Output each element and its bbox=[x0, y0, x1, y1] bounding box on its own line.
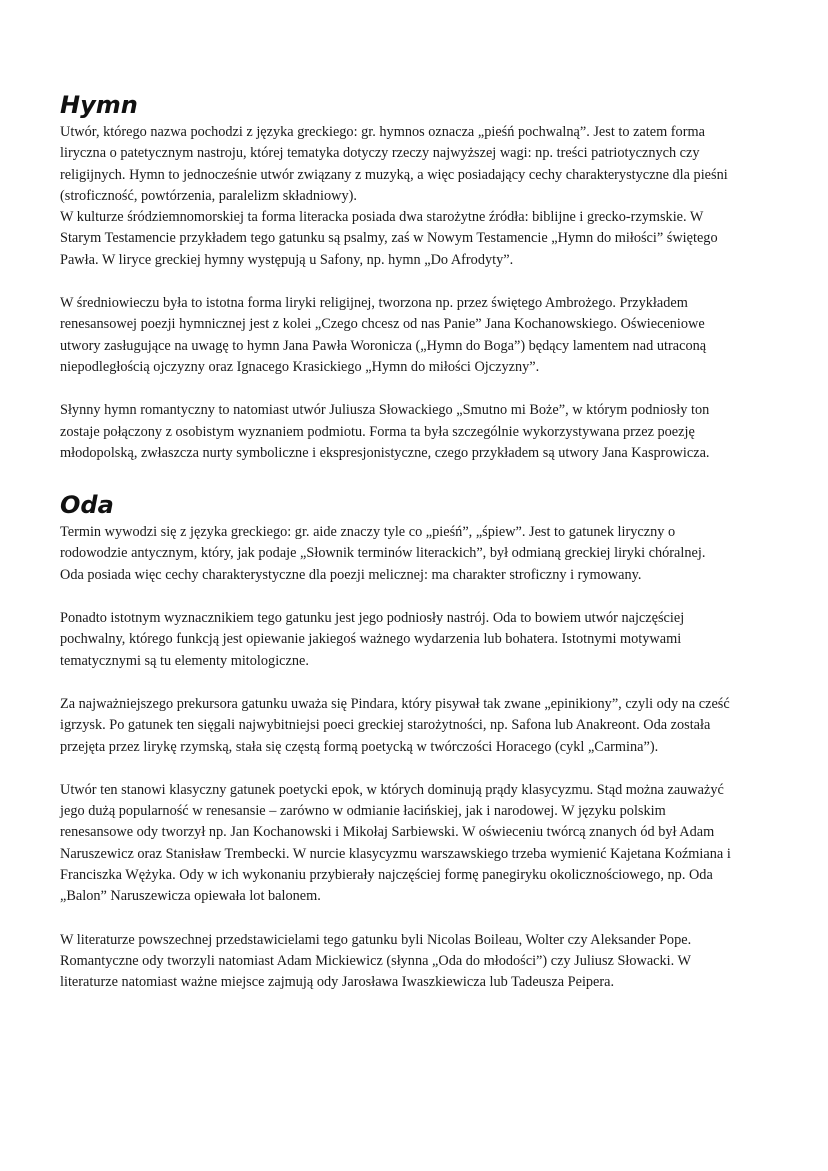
hymn-paragraph-1: Utwór, którego nazwa pochodzi z języka greckiego: gr. hymnos oznacza „pieśń pochwalną”. Jest to zatem forma liryczna o patetycznym nastroju, której tematyka dotyczy rzeczy najwyższej wagi: np. treści patriotycznych czy religijnych. Hymn to jednocześnie utwór związany z muzyką, a więc posiadający cechy charakterystyczne dla pieśni (stroficzność, powtórzenia, paralelizm składniowy). W kulturze śródziemnomorskiej ta forma literacka posiada dwa starożytne źródła: biblijne i grecko-rzymskie. W Starym Testamencie przykładem tego gatunku są psalmy, zaś w Nowym Testamencie „Hymn do miłości” świętego Pawła. W liryce greckiej hymny występują u Safony, np. hymn „Do Afrodyty”. bbox=[60, 124, 728, 268]
oda-paragraph-2: Ponadto istotnym wyznacznikiem tego gatunku jest jego podniosły nastrój. Oda to bowiem utwór najczęściej pochwalny, którego funkcją jest opiewanie jakiegoś ważnego wydarzenia lub bohatera. Istotnymi motywami tematycznymi są tu elementy mitologiczne. bbox=[60, 610, 685, 669]
paragraph-spacer bbox=[60, 908, 790, 930]
oda-paragraph-3: Za najważniejszego prekursora gatunku uważa się Pindara, który pisywał tak zwane „epinikiony”, czyli ody na cześć igrzysk. Po gatunek ten sięgali najwybitniejsi poeci greckiej starożytności, np. Safona lub Anakreont. Oda została przejęta przez lirykę rzymską, stała się częstą formą poetycką w twórczości Horacego (cykl „Carmina”). bbox=[60, 695, 730, 755]
section-heading-oda: Oda bbox=[60, 491, 114, 520]
hymn-paragraph-3: Słynny hymn romantyczny to natomiast utwór Juliusza Słowackiego „Smutno mi Boże”, w którym podniosły ton zostaje połączony z osobistym wyznaniem podmiotu. Forma ta była szczególnie wykorzystywana przez poezję młodopolską, zwłaszcza nurty symboliczne i ekspresjonistyczne, czego przykładem są utwory Jana Kasprowicza. bbox=[60, 402, 710, 461]
oda-paragraph-5: W literaturze powszechnej przedstawicielami tego gatunku byli Nicolas Boileau, Wolter czy Aleksander Pope. Romantyczne ody tworzyli natomiast Adam Mickiewicz (słynna „Oda do młodości”) czy Juliusz Słowacki. W literaturze natomiast ważne miejsce zajmują ody Jarosława Iwaszkiewicza lub Tadeusza Peipera. bbox=[60, 931, 692, 991]
paragraph-spacer bbox=[60, 758, 790, 780]
section-heading-hymn: Hymn bbox=[60, 91, 138, 119]
paragraph-spacer bbox=[60, 378, 790, 400]
oda-paragraph-4: Utwór ten stanowi klasyczny gatunek poetycki epok, w których dominują prądy klasycyzmu. Stąd można zauważyć jego dużą popularność w renesansie – zarówno w odmianie łacińskiej, jak i narodowej. W języku polskim renesansowe ody tworzył np. Jan Kochanowski i Mikołaj Sarbiewski. W oświeceniu twórcą znanych ód był Adam Naruszewicz oraz Stanisław Trembecki. W nurcie klasycyzmu warszawskiego trzeba wymienić Kajetana Koźmiana i Franciszka Wężyka. Ody w ich wykonaniu przybierały najczęściej formę panegiryku okolicznościowego, np. Oda „Balon” Naruszewicza opiewała lot balonem. bbox=[60, 781, 731, 905]
paragraph-spacer bbox=[60, 672, 790, 694]
oda-paragraph-1: Termin wywodzi się z języka greckiego: gr. aide znaczy tyle co „pieśń”, „śpiew”. Jest to gatunek liryczny o rodowodzie antycznym, który, jak podaje „Słownik terminów literackich”, był odmianą greckiej liryki chóralnej. Oda posiada więc cechy charakterystyczne dla poezji melicznej: ma charakter stroficzny i rymowany. bbox=[60, 524, 706, 583]
paragraph-spacer bbox=[60, 586, 790, 608]
section-spacer bbox=[60, 464, 790, 488]
paragraph-spacer bbox=[60, 271, 790, 293]
hymn-paragraph-2: W średniowieczu była to istotna forma liryki religijnej, tworzona np. przez świętego Ambrożego. Przykładem renesansowej poezji hymnicznej jest z kolei „Czego chcesz od nas Panie” Jana Kochanowskiego. Oświeceniowe utwory zasługujące na uwagę to hymn Jana Pawła Woronicza („Hymn do Boga”) będący lamentem nad utraconą niepodległością ojczyzny oraz Ignacego Krasickiego „Hymn do miłości Ojczyzny”. bbox=[60, 295, 707, 375]
document-page bbox=[60, 88, 790, 994]
